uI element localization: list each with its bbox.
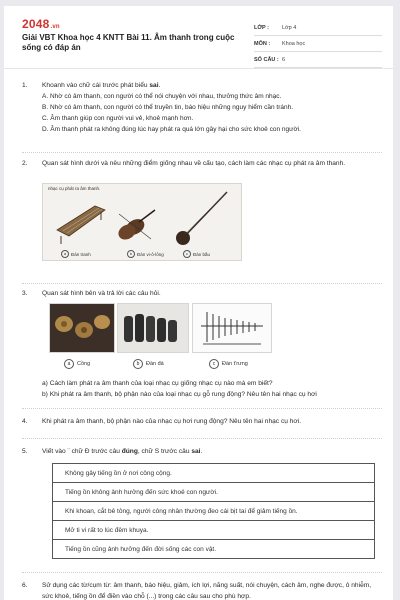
statement-cell[interactable]: Tiếng ồn cũng ảnh hưởng đến đời sống các con vật. [53, 540, 375, 559]
option-b: B. Nhờ có âm thanh, con người có thể truyền tin, báo hiệu những nguy hiểm cần tránh. [42, 104, 294, 111]
question-text [42, 80, 382, 91]
caption-monochord: c Đàn bầu [183, 250, 210, 258]
question-text: Quan sát hình bên và trả lời các câu hỏi. [42, 290, 161, 297]
meta-key: SỐ CÂU : [254, 56, 279, 63]
lithophone-icon [118, 304, 188, 352]
trung-icon [193, 304, 271, 352]
gong-icon [50, 304, 114, 352]
instruments-image [42, 183, 242, 261]
question-text: Sử dụng các từ/cụm từ: âm thanh, báo hiệu, giảm, ích lợi, năng suất, nói chuyện, cách âm, nghe được, ô nhiễm, sức khoẻ, tiếng ồn để điền vào chỗ (...) trong các câu sau cho phù hợp. [42, 582, 372, 600]
caption-gong: a Cồng [64, 359, 90, 369]
zither-icon [57, 206, 105, 244]
question-3 [22, 288, 382, 299]
sub-question-b: b) Khi phát ra âm thanh, bộ phận nào của loại nhạc cụ gỗ rung động? Nêu tên hai nhạc cụ hơi [42, 391, 317, 398]
question-6 [22, 580, 382, 600]
lithophone-image [117, 303, 189, 353]
logo-suffix: .vn [50, 24, 60, 30]
question-5 [22, 446, 382, 457]
violin-icon [116, 210, 155, 243]
caption-label: Đàn tranh [71, 251, 91, 257]
question-number: 3. [22, 290, 28, 297]
monochord-icon [176, 192, 227, 245]
caption-label: Cồng [77, 361, 91, 367]
document-header [4, 6, 393, 69]
document-page [4, 6, 393, 600]
statement-cell[interactable]: Khi khoan, cắt bê tông, người công nhân thường đeo cái bịt tai để giảm tiếng ồn. [53, 502, 375, 521]
statement-cell[interactable]: Không gây tiếng ồn ở nơi công cộng. [53, 464, 375, 483]
question-2 [22, 158, 382, 169]
caption-trung: c Đàn t'rưng [209, 359, 248, 369]
caption-label: Đàn vi-ô-lông [137, 251, 164, 257]
question-3-subparts [22, 378, 382, 400]
option-d: D. Âm thanh phát ra không đúng lúc hay phát ra quá lớn gây hại cho sức khoẻ con người. [42, 126, 301, 133]
true-false-table [52, 463, 375, 559]
question-text-end: . [200, 448, 203, 455]
question-text [42, 446, 382, 457]
caption-lithophone: b Đàn đá [133, 359, 164, 369]
caption-label: Đàn đá [146, 361, 164, 367]
option-c: C. Âm thanh giúp con người vui vẻ, khoẻ mạnh hơn. [42, 115, 194, 122]
caption-zither: a Đàn tranh [61, 250, 91, 258]
meta-row-count [254, 52, 382, 68]
table-row [53, 540, 375, 559]
question-1 [22, 80, 382, 135]
table-row [53, 521, 375, 540]
meta-key: MÔN : [254, 40, 271, 47]
question-number: 2. [22, 160, 28, 167]
table-row [53, 502, 375, 521]
caption-label: Đàn t'rưng [222, 361, 248, 367]
divider [22, 152, 382, 153]
caption-label: Đàn bầu [193, 251, 211, 257]
question-text-bold: sai [191, 448, 201, 455]
statement-cell[interactable]: Mở ti vi rất to lúc đêm khuya. [53, 521, 375, 540]
meta-row-grade [254, 20, 382, 36]
meta-value: Lớp 4 [282, 24, 297, 31]
question-text: Khi phát ra âm thanh, bộ phận nào của nhạc cụ hơi rung động? Nêu tên hai nhạc cụ hơi. [42, 418, 302, 425]
divider [22, 283, 382, 284]
sub-question-a: a) Cách làm phát ra âm thanh của loại nhạc cụ giống nhạc cụ nào mà em biết? [42, 380, 273, 387]
instruments-drawing [43, 184, 241, 260]
statement-cell[interactable]: Tiếng ồn không ảnh hưởng đến sức khoẻ con người. [53, 483, 375, 502]
divider [22, 408, 382, 409]
table-row [53, 464, 375, 483]
option-a: A. Nhờ có âm thanh, con người có thể nói chuyện với nhau, thưởng thức âm nhạc. [42, 93, 282, 100]
question-text-bold: sai [149, 82, 159, 89]
question-text-bold: đúng [121, 448, 138, 455]
question-number: 1. [22, 82, 28, 89]
meta-value: Khoa học [282, 40, 306, 47]
trung-image [192, 303, 272, 353]
question-4 [22, 416, 382, 427]
divider [22, 438, 382, 439]
gong-image [49, 303, 115, 353]
question-text-part: Viết vào [42, 448, 68, 455]
caption-violin: b Đàn vi-ô-lông [127, 250, 164, 258]
question-text-end: . [158, 82, 161, 89]
question-text: Quan sát hình dưới và nêu những điểm giống nhau về cấu tạo, cách làm các nhạc cụ phát ra âm thanh. [42, 160, 346, 167]
question-number: 4. [22, 418, 28, 425]
question-text-part: chữ Đ trước câu [69, 448, 122, 455]
question-number: 6. [22, 582, 28, 589]
table-row [53, 483, 375, 502]
page-title: Giải VBT Khoa học 4 KNTT Bài 11. Âm thanh trong cuộc sống có đáp án [22, 33, 235, 52]
meta-row-subject [254, 36, 382, 52]
image-caption: nhạc cụ phát ra âm thanh. [48, 186, 101, 191]
meta-key: LỚP : [254, 24, 269, 31]
question-number: 5. [22, 448, 28, 455]
site-logo[interactable] [22, 17, 60, 31]
meta-value: 6 [282, 56, 286, 63]
question-text-part: , chữ S trước câu [137, 448, 192, 455]
logo-text: 2048 [22, 17, 50, 31]
meta-table [254, 20, 382, 68]
divider [22, 572, 382, 573]
question-text-part: Khoanh vào chữ cái trước phát biểu [42, 82, 150, 89]
box-glyph: ¨ [67, 448, 70, 455]
